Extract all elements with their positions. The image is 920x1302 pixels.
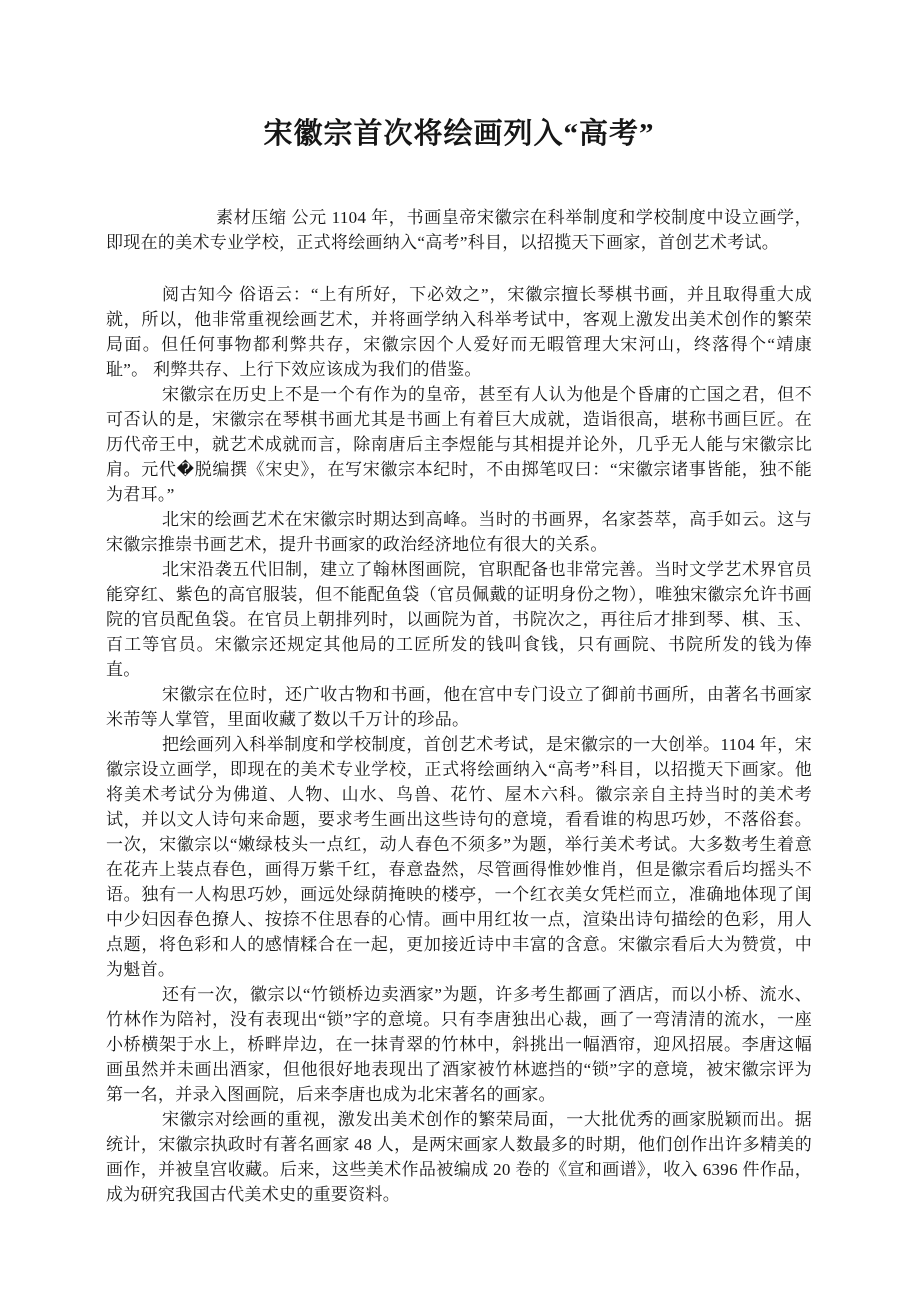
paragraph-emperor-evaluation: 宋徽宗在历史上不是一个有作为的皇帝，甚至有人认为他是个昏庸的亡国之君，但不可否认的是，宋徽宗在琴棋书画尤其是书画上有着巨大成就，造诣很高，堪称书画巨匠。在历代帝王中，就艺术成就而言，除南唐后主李煜能与其相提并论外，几乎无人能与宋徽宗比肩。元代�脱编撰《宋史》，在写宋徽宗本纪时，不由掷笔叹曰：“宋徽宗诸事皆能，独不能为君耳。” (106, 385, 812, 504)
document-body (106, 205, 812, 1207)
paragraph-art-exam-creation: 把绘画列入科举制度和学校制度，首创艺术考试，是宋徽宗的一大创举。1104 年，宋徽宗设立画学，即现在的美术专业学校，正式将绘画纳入“高考”科目，以招揽天下画家。他将美术考试分为佛道、人物、山水、鸟兽、花竹、屋木六科。徽宗亲自主持当时的美术考试，并以文人诗句来命题，要求考生画出这些诗句的意境，看看谁的构思巧妙，不落俗套。一次，宋徽宗以“嫩绿枝头一点红，动人春色不须多”为题，举行美术考试。大多数考生着意在花卉上装点春色，画得万紫千红，春意盎然，尽管画得惟妙惟肖，但是徽宗看后均摇头不语。独有一人构思巧妙，画远处绿荫掩映的楼亭，一个红衣美女凭栏而立，准确地体现了闺中少妇因春色撩人、按捺不住思春的心情。画中用红妆一点，渲染出诗句描绘的色彩，用人点题，将色彩和人的感情糅合在一起，更加接近诗中丰富的含意。宋徽宗看后大为赞赏，中为魁首。 (106, 735, 812, 979)
paragraph-past-and-present: 阅古知今 俗语云：“上有所好，下必效之”，宋徽宗擅长琴棋书画，并且取得重大成就，所以，他非常重视绘画艺术，并将画学纳入科举考试中，客观上激发出美术创作的繁荣局面。但任何事物都利弊共存，宋徽宗因个人爱好而无暇管理大宋河山，终落得个“靖康耻”。 利弊共存、上行下效应该成为我们的借鉴。 (106, 285, 812, 379)
paragraph-litang-exam-story: 还有一次，徽宗以“竹锁桥边卖酒家”为题，许多考生都画了酒店，而以小桥、流水、竹林作为陪衬，没有表现出“锁”字的意境。只有李唐独出心裁，画了一弯清清的流水，一座小桥横架于水上，桥畔岸边，在一抹青翠的竹林中，斜挑出一幅酒帘，迎风招展。李唐这幅画虽然并未画出酒家，但他很好地表现出了酒家被竹林遮挡的“锁”字的意境，被宋徽宗评为第一名，并录入图画院，后来李唐也成为北宋著名的画家。 (106, 985, 812, 1104)
document-title: 宋徽宗首次将绘画列入“高考” (263, 118, 655, 150)
paragraph-palace-collection: 宋徽宗在位时，还广收古物和书画，他在宫中专门设立了御前书画所，由著名书画家米芾等人掌管，里面收藏了数以千万计的珍品。 (106, 685, 812, 729)
paragraph-painting-peak: 北宋的绘画艺术在宋徽宗时期达到高峰。当时的书画界，名家荟萃，高手如云。这与宋徽宗推崇书画艺术，提升书画家的政治经济地位有很大的关系。 (106, 510, 812, 554)
paragraph-hanlin-academy: 北宋沿袭五代旧制，建立了翰林图画院，官职配备也非常完善。当时文学艺术界官员能穿红、紫色的高官服装，但不能配鱼袋（官员佩戴的证明身份之物），唯独宋徽宗允许书画院的官员配鱼袋。在官员上朝排列时，以画院为首，书院次之，再往后才排到琴、棋、玉、百工等官员。宋徽宗还规定其他局的工匠所发的钱叫食钱，只有画院、书院所发的钱为俸直。 (106, 560, 812, 679)
paragraph-painting-legacy: 宋徽宗对绘画的重视，激发出美术创作的繁荣局面，一大批优秀的画家脱颖而出。据统计，宋徽宗执政时有著名画家 48 人，是两宋画家人数最多的时期，他们创作出许多精美的画作，并被皇宫收藏。后来，这些美术作品被编成 20 卷的《宣和画谱》，收入 6396 件作品，成为研究我国古代美术史的重要资料。 (106, 1110, 812, 1204)
paragraph-material-summary: 素材压缩 公元 1104 年，书画皇帝宋徽宗在科举制度和学校制度中设立画学，即现在的美术专业学校，正式将绘画纳入“高考”科目，以招揽天下画家，首创艺术考试。 (106, 208, 812, 252)
